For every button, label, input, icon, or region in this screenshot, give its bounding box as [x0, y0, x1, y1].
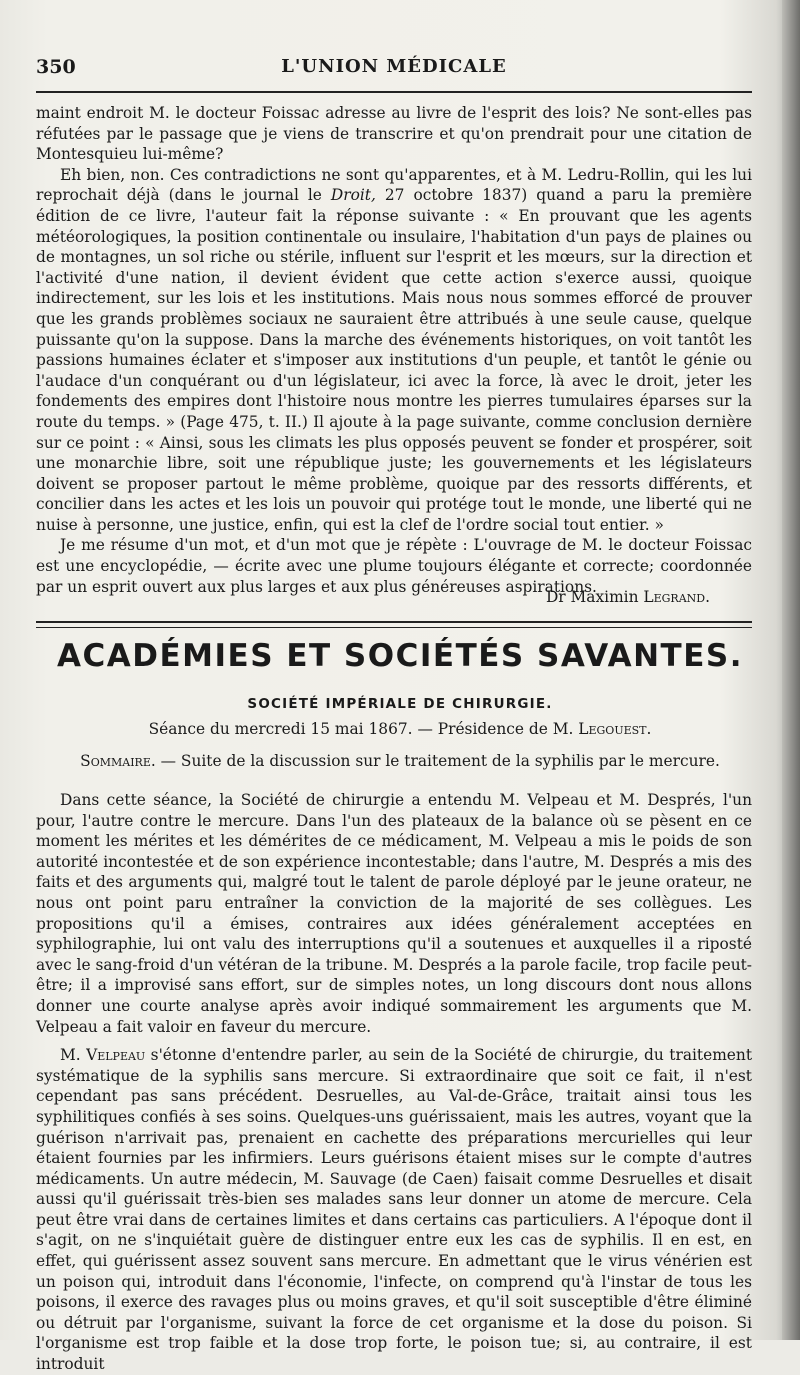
summary-line: [0, 752, 800, 770]
president-name: Legouest.: [578, 720, 652, 738]
section-title: ACADÉMIES ET SOCIÉTÉS SAVANTES.: [57, 638, 743, 674]
signature-name: Legrand.: [643, 588, 710, 606]
paragraph: maint endroit M. le docteur Foissac adresse au livre de l'esprit des lois? Ne sont-elles pas réfutées par le passage que je viens de transcrire et qu'on prendrait pour une citation de Montesquieu lui-même?: [36, 104, 752, 164]
paragraph: Je me résume d'un mot, et d'un mot que je répète : L'ouvrage de M. le docteur Foissac est une encyclopédie, — écrite avec une plume toujours élégante et correcte; coordonnée par un esprit ouvert aux plus larges et aux plus généreuses aspirations.: [36, 536, 752, 596]
signature-prefix: Dr Maximin: [545, 588, 644, 606]
paragraph: Dans cette séance, la Société de chirurgie a entendu M. Velpeau et M. Després, l'un pour, l'autre contre le mercure. Dans l'un des plateaux de la balance où se pèsent en ce moment les mérites et les démérites de ce médicament, M. Velpeau a mis le poids de son autorité incontestée et de son expérience incontestable; dans l'autre, M. Després a mis des faits et des arguments qui, malgré tout le talent de parole déployé par le jeune orateur, ne nous ont point paru entraîner la conviction de la majorité de ses collègues. Les propositions qu'il a émises, contraires aux idées généralement acceptées en syphilographie, lui ont valu des interruptions qu'il a soutenues et auxquelles il a riposté avec le sang-froid d'un vétéran de la tribune. M. Després a la parole facile, trop facile peut-être; il a improvisé sans effort, sur de simples notes, un long discours dont nous allons donner une courte analyse après avoir indiqué sommairement les arguments que M. Velpeau a fait valoir en faveur du mercure.: [36, 791, 752, 1036]
header-rule: [36, 91, 752, 93]
seance-line: [0, 720, 800, 738]
text-run: 27 octobre 1837) quand a paru la première édition de ce livre, l'auteur fait la réponse suivante : « En prouvant que les agents météorologiques, la position continentale ou insulaire, l'habitation d'un pays de plaines ou de montagnes, un sol riche ou stérile, influent sur l'esprit et les mœurs, sur la direction et l'activité d'une nation, il devient évident que cette action s'exerce aussi, quoique indirectement, sur les lois et les institutions. Mais nous nous sommes efforcé de prouver que les grands problèmes sociaux ne sauraient être attribués à une seule cause, quelque puissante qu'on la suppose. Dans la marche des événements historiques, on voit tantôt les passions humaines éclater et s'imposer aux institutions d'un peuple, et tantôt le génie ou l'audace d'un conquérant ou d'un législateur, ici avec la force, là avec le droit, jeter les fondements des empires dont l'histoire nous montre les pierres tumulaires éparses sur la route du temps. » (Page 475, t. II.) Il ajoute à la page suivante, comme conclusion dernière sur ce point : « Ainsi, sous les climats les plus opposés peuvent se fonder et prospérer, soit une monarchie libre, soit une république juste; les gouvernements et les législateurs doivent se proposer partout le même problème, quoique par des ressorts différents, et concilier dans les actes et les lois un pouvoir qui protége tout le monde, une liberté qui ne nuise à personne, une justice, enfin, qui est la clef de l'ordre social tout entier. »: [36, 186, 752, 534]
speaker-name: M. Velpeau: [60, 1046, 146, 1065]
journal-title: Droit,: [330, 186, 376, 205]
text-run: Eh bien, non. Ces contradictions ne sont qu'apparentes, et à M. Ledru-Rollin, qui les lui reprochait déjà (dans le journal le: [36, 165, 752, 205]
seance-text: Séance du mercredi 15 mai 1867. — Présidence de M.: [148, 720, 579, 738]
page-header: [36, 56, 752, 84]
running-title: L'UNION MÉDICALE: [281, 56, 507, 77]
author-signature: [546, 588, 710, 606]
paragraph: [36, 165, 752, 536]
text-run: s'étonne d'entendre parler, au sein de la Société de chirurgie, du traitement systématique de la syphilis sans mercure. Si extraordinaire que soit ce fait, il n'est cependant pas sans précédent. Desruelles, au Val-de-Grâce, traitait ainsi tous les syphilitiques confiés à ses soins. Quelques-uns guérissaient, mais les autres, voyant que la guérison n'arrivait pas, prenaient en cachette des préparations mercurielles qui leur étaient fournies par les infirmiers. Leurs guérisons étaient mises sur le compte d'autres médicaments. Un autre médecin, M. Sauvage (de Caen) faisait comme Desruelles et disait aussi qu'il guérissait très-bien ses malades sans leur donner un atome de mercure. Cela peut être vrai dans de certaines limites et dans certains cas particuliers. A l'époque dont il s'agit, on ne s'inquiétait guère de distinguer entre eux les cas de syphilis. Il en est, en effet, qui guérissent assez souvent sans mercure. En admettant que le virus vénérien est un poison qui, introduit dans l'économie, l'infecte, on comprend qu'à l'instar de tous les poisons, il exerce des ravages plus ou moins graves, et qu'il soit susceptible d'être éliminé ou détruit par l'organisme, suivant la force de cet organisme et la dose du poison. Si l'organisme est trop faible et la dose trop forte, le poison tue; si, au contraire, il est introduit: [36, 1046, 753, 1374]
summary-label: Sommaire.: [80, 752, 156, 770]
article-chirurgie-report: [36, 790, 752, 1375]
page-number: 350: [36, 56, 76, 78]
society-heading: SOCIÉTÉ IMPÉRIALE DE CHIRURGIE.: [247, 696, 553, 712]
section-divider: [36, 621, 752, 628]
article-foissac-review: [36, 103, 752, 597]
summary-text: — Suite de la discussion sur le traitement de la syphilis par le mercure.: [155, 752, 720, 770]
paragraph: [36, 1045, 752, 1375]
